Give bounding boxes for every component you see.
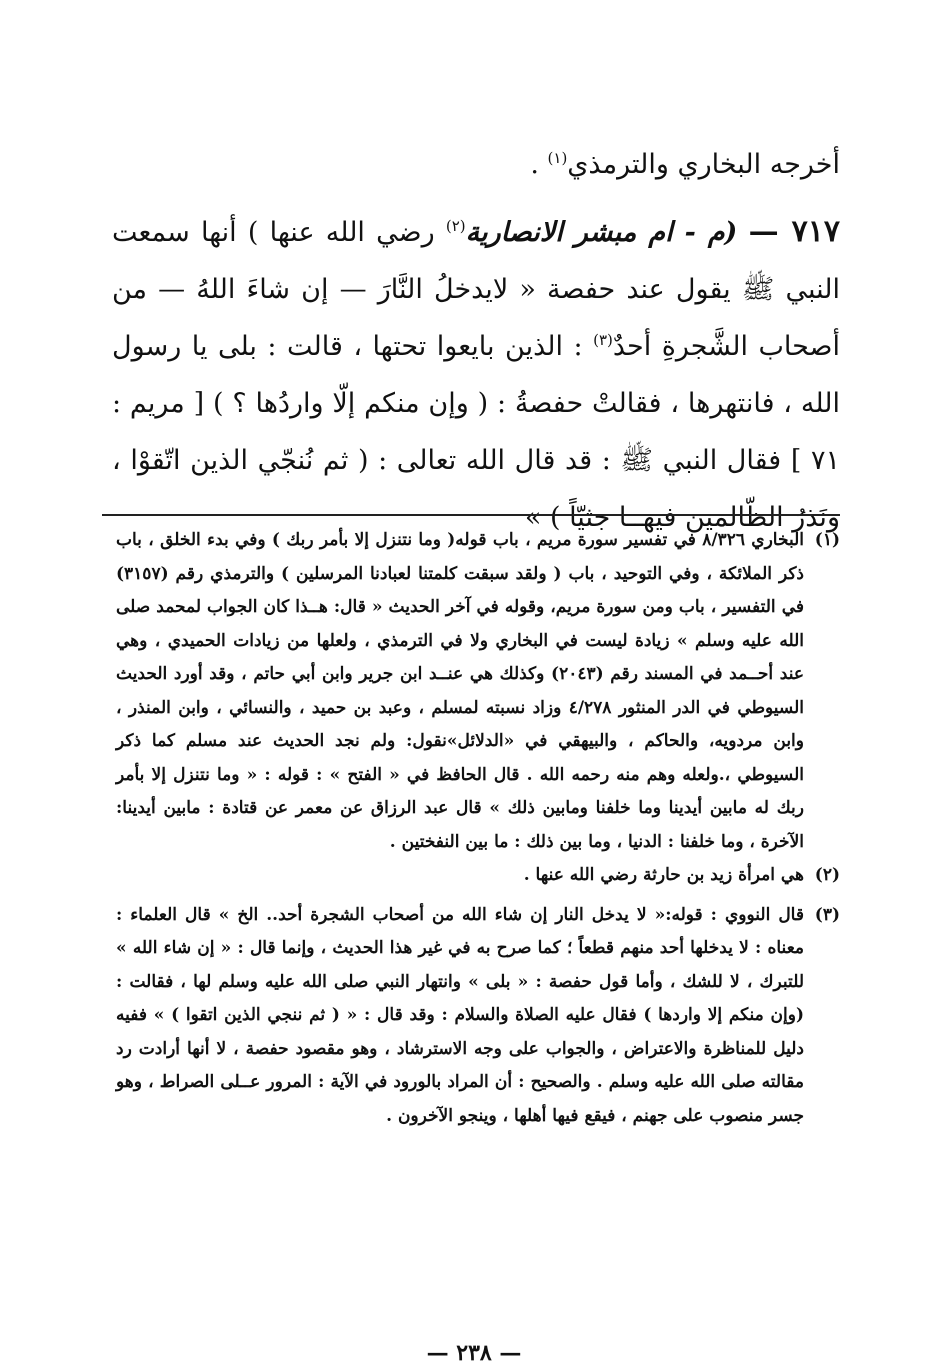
footnote-text: هي امرأة زيد بن حارثة رضي الله عنها . — [523, 865, 804, 885]
footnote-ref-3: (٣) — [593, 331, 613, 349]
page-number-container — [0, 1340, 948, 1370]
footnote-ref-1: (١) — [547, 149, 568, 167]
footnote-ref-2: (٢) — [445, 217, 466, 235]
footnote-1 — [116, 524, 840, 859]
footnote-2 — [116, 859, 840, 893]
footnote-divider — [102, 514, 840, 516]
footnotes-section — [116, 524, 840, 1133]
intro-end: . — [530, 149, 539, 180]
narrator-name: (م - ام مبشر الانصارية — [465, 217, 738, 248]
hadith-number: ٧١٧ — — [748, 214, 840, 249]
footnote-text: قال النووي : قوله:« لا يدخل النار إن شاء الله من أصحاب الشجرة أحد.. الخ » قال العلماء : معناه : لا يدخلها أحد منهم قطعاً ؛ كما صرح به في غير هذا الحديث ، وإنما قال : « إن شاء الله » للتبرك ، لا للشك ، وأما قول حفصة : « بلى » وانتهار النبي صلى الله عليه وسلم لها ، فقالت : (وإن منكم إلا واردها ) فقال عليه الصلاة والسلام : وقد قال : « ( ثم ننجي الذين اتقوا ) » ففيه دليل للمناظرة والاعتراض ، والجواب على وجه الاسترشاد ، وهو مقصود حفصة ، لا أنها أرادت رد مقالته صلى الله عليه وسلم . والصحيح : أن المراد بالورود في الآية : المرور عــلى الصراط ، وهو جسر منصوب على جهنم ، فيقع فيها أهلها ، وينجو الآخرون . — [116, 904, 804, 1126]
footnote-number: (٢) — [814, 865, 840, 885]
hadith-paragraph — [112, 203, 840, 546]
hadith-text-part-1: رضي الله عنها ) أنها سمعت النبي ﷺ يقول عند حفصة « لايدخلُ النَّارَ — إن شاءَ اللهُ — من أصحاب الشَّجرةِ أحدٌ — [112, 217, 840, 362]
footnote-text: البخاري ٨/٣٢٦ في تفسير سورة مريم ، باب قوله( وما نتنزل إلا بأمر ربك ) وفي بدء الخلق ، باب ذكر الملائكة ، وفي التوحيد ، باب ( ولقد سبقت كلمتنا لعبادنا المرسلين ) والترمذي رقم (٣١٥٧) في التفسير ، باب ومن سورة مريم، وقوله في آخر الحديث « قال: هــذا كان الجواب لمحمد صلى الله عليه وسلم » زيادة ليست في البخاري ولا في الترمذي ، ولعلها من زيادات الحميدي ، وهي عند أحــمد في المسند رقم (٢٠٤٣) وكذلك هي عنــد ابن جرير وابن أبي حاتم ، وقد أورد الحديث السيوطي في الدر المنثور ٤/٢٧٨ وزاد نسبته لمسلم ، وعبد بن حميد ، والنسائي ، وابن المنذر ، وابن مردويه، والحاكم ، والبيهقي في «الدلائل»نقول: ولم نجد الحديث عند مسلم كما ذكر السيوطي ،.ولعله وهم منه رحمه الله . قال الحافظ في « الفتح » : قوله : « وما نتنزل إلا بأمر ربك له مابين أيدينا وما خلفنا ومابين ذلك » قال عبد الرزاق عن معمر عن قتادة : مابين أيدينا: الآخرة ، وما خلفنا : الدنيا ، وما بين ذلك : ما بين النفختين . — [116, 530, 804, 852]
intro-line — [112, 132, 840, 193]
hadith-text-part-2: : الذين بايعوا تحتها ، قالت : بلى يا رسول الله ، فانتهرها ، فقالتْ حفصةُ : ( وإن منكم إلّا واردُها ؟ ) [ مريم : ٧١ ] فقال النبي ﷺ : قد قال الله تعالى : ( ثم نُنجّي الذين اتّقوْا ، ونَذرُ الظّالمين فيهــا جثيّاً ) » — [112, 331, 840, 533]
footnote-number: (١) — [814, 530, 840, 550]
footnote-3 — [116, 899, 840, 1134]
main-text — [112, 132, 840, 546]
footnote-number: (٣) — [814, 904, 840, 925]
page-number: — ٢٣٨ — — [426, 1340, 522, 1366]
intro-text: أخرجه البخاري والترمذي — [567, 149, 840, 180]
